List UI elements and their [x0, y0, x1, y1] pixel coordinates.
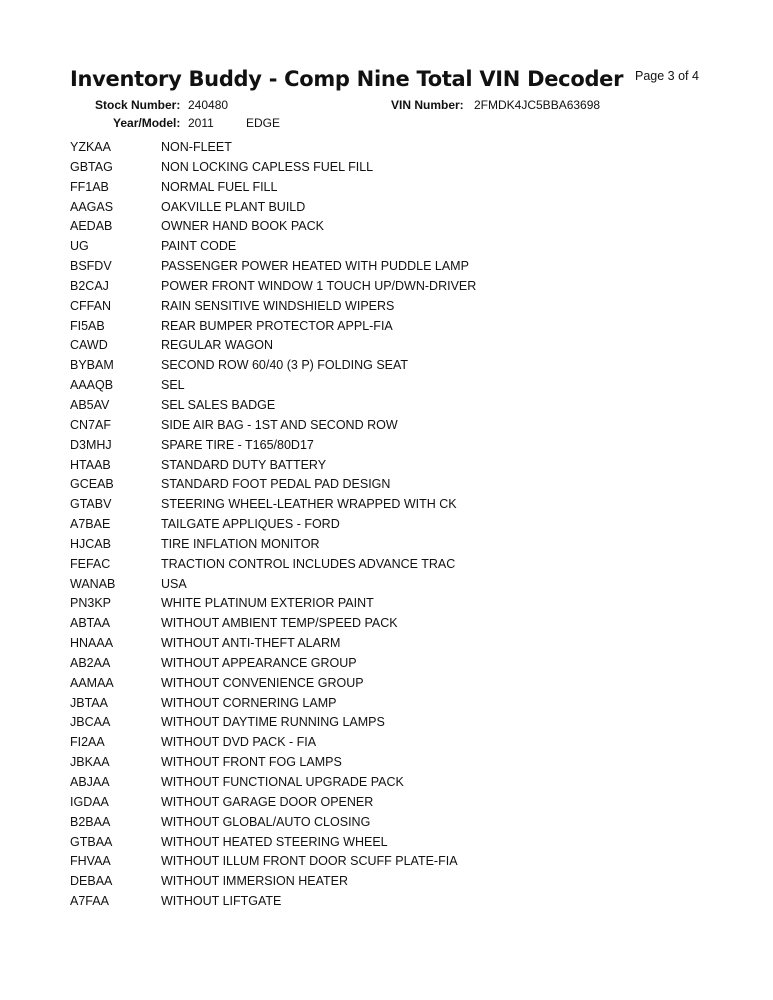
option-description: PASSENGER POWER HEATED WITH PUDDLE LAMP — [161, 259, 469, 274]
option-code: BYBAM — [70, 358, 114, 373]
option-row — [70, 713, 690, 733]
option-description: WITHOUT FRONT FOG LAMPS — [161, 755, 342, 770]
option-code: HJCAB — [70, 536, 111, 551]
option-description: TAILGATE APPLIQUES - FORD — [161, 517, 340, 532]
option-code: CFFAN — [70, 298, 111, 313]
option-description: WITHOUT DAYTIME RUNNING LAMPS — [161, 715, 385, 730]
option-code: ABJAA — [70, 775, 110, 789]
option-row — [70, 336, 690, 356]
option-code: FI2AA — [70, 735, 105, 750]
option-row — [70, 456, 690, 476]
option-description: WITHOUT HEATED STEERING WHEEL — [161, 834, 388, 849]
option-description: REAR BUMPER PROTECTOR APPL-FIA — [161, 318, 393, 333]
option-row — [70, 813, 690, 833]
option-row — [70, 475, 690, 495]
option-code: AAAQB — [70, 378, 114, 393]
option-row — [70, 852, 690, 872]
option-code: YZKAA — [70, 140, 111, 154]
option-code: FF1AB — [70, 179, 109, 194]
option-row — [70, 396, 690, 416]
option-row — [70, 257, 690, 277]
option-description: SECOND ROW 60/40 (3 P) FOLDING SEAT — [161, 358, 409, 373]
option-description: TRACTION CONTROL INCLUDES ADVANCE TRAC — [161, 556, 456, 571]
option-code: IGDAA — [70, 794, 109, 809]
option-description: WITHOUT AMBIENT TEMP/SPEED PACK — [161, 616, 398, 631]
option-description: WITHOUT CONVENIENCE GROUP — [161, 675, 364, 690]
option-code: GTBAA — [70, 834, 113, 849]
option-row — [70, 436, 690, 456]
option-code: GBTAG — [70, 159, 113, 174]
option-description: TIRE INFLATION MONITOR — [161, 536, 320, 551]
year-value: 2011 — [188, 116, 214, 130]
option-row — [70, 356, 690, 376]
option-row — [70, 555, 690, 575]
option-description: POWER FRONT WINDOW 1 TOUCH UP/DWN-DRIVER — [161, 278, 477, 293]
option-row — [70, 535, 690, 555]
option-row — [70, 237, 690, 257]
option-row — [70, 277, 690, 297]
option-description: WITHOUT LIFTGATE — [161, 894, 282, 909]
option-code: B2BAA — [70, 814, 111, 829]
option-code: DEBAA — [70, 874, 113, 889]
option-description: STEERING WHEEL-LEATHER WRAPPED WITH CK — [161, 497, 457, 512]
option-row — [70, 753, 690, 773]
option-description: NORMAL FUEL FILL — [161, 179, 278, 194]
option-code: PN3KP — [70, 596, 111, 611]
option-description: WITHOUT DVD PACK - FIA — [161, 735, 317, 750]
option-code: GCEAB — [70, 477, 114, 492]
option-code: AAGAS — [70, 199, 114, 214]
option-row — [70, 833, 690, 853]
option-description: USA — [161, 576, 187, 591]
option-row — [70, 138, 690, 158]
option-description: SPARE TIRE - T165/80D17 — [161, 437, 314, 452]
option-description: NON-FLEET — [161, 140, 232, 154]
option-description: NON LOCKING CAPLESS FUEL FILL — [161, 159, 374, 174]
option-code: JBCAA — [70, 715, 111, 730]
option-row — [70, 416, 690, 436]
option-description: RAIN SENSITIVE WINDSHIELD WIPERS — [161, 298, 395, 313]
year-model-label: Year/Model: — [113, 116, 181, 130]
vin-number-value: 2FMDK4JC5BBA63698 — [474, 98, 601, 112]
option-row — [70, 872, 690, 892]
option-description: SIDE AIR BAG - 1ST AND SECOND ROW — [161, 417, 398, 432]
stock-number-label: Stock Number: — [95, 98, 181, 112]
option-row — [70, 178, 690, 198]
option-row — [70, 158, 690, 178]
option-row — [70, 297, 690, 317]
option-row — [70, 892, 690, 912]
option-code: HTAAB — [70, 457, 111, 472]
option-description: STANDARD FOOT PEDAL PAD DESIGN — [161, 477, 391, 492]
option-row — [70, 198, 690, 218]
option-code: JBKAA — [70, 755, 110, 770]
option-row — [70, 733, 690, 753]
option-row — [70, 674, 690, 694]
vin-number-label: VIN Number: — [391, 98, 464, 112]
option-code: BSFDV — [70, 259, 112, 274]
option-code: AEDAB — [70, 219, 113, 234]
option-code: AB2AA — [70, 655, 111, 670]
option-row — [70, 376, 690, 396]
option-row — [70, 654, 690, 674]
option-code: WANAB — [70, 576, 116, 591]
option-code: D3MHJ — [70, 437, 112, 452]
option-row — [70, 515, 690, 535]
option-description: SEL SALES BADGE — [161, 397, 276, 412]
document-title: Inventory Buddy - Comp Nine Total VIN Decoder — [70, 67, 624, 91]
model-value: EDGE — [246, 116, 281, 130]
option-code: B2CAJ — [70, 278, 109, 293]
option-description: WITHOUT GLOBAL/AUTO CLOSING — [161, 814, 371, 829]
page-indicator: Page 3 of 4 — [635, 69, 699, 83]
option-code: CN7AF — [70, 417, 111, 432]
option-description: WITHOUT FUNCTIONAL UPGRADE PACK — [161, 775, 404, 789]
option-description: OAKVILLE PLANT BUILD — [161, 199, 306, 214]
option-description: WITHOUT GARAGE DOOR OPENER — [161, 794, 374, 809]
option-code: A7FAA — [70, 894, 109, 909]
option-description: PAINT CODE — [161, 239, 237, 254]
option-row — [70, 217, 690, 237]
option-description: STANDARD DUTY BATTERY — [161, 457, 327, 472]
option-description: SEL — [161, 378, 185, 393]
option-row — [70, 694, 690, 714]
option-code: A7BAE — [70, 517, 111, 532]
option-code: CAWD — [70, 338, 108, 353]
option-description: WITHOUT CORNERING LAMP — [161, 695, 337, 710]
option-description: WHITE PLATINUM EXTERIOR PAINT — [161, 596, 374, 611]
option-code: GTABV — [70, 497, 112, 512]
option-description: WITHOUT APPEARANCE GROUP — [161, 655, 357, 670]
option-code: FHVAA — [70, 854, 111, 869]
option-code-list — [70, 138, 690, 912]
option-row — [70, 317, 690, 337]
option-row — [70, 793, 690, 813]
option-description: WITHOUT ANTI-THEFT ALARM — [161, 636, 341, 651]
option-code: AAMAA — [70, 675, 114, 690]
option-row — [70, 773, 690, 793]
option-code: UG — [70, 239, 89, 254]
option-description: REGULAR WAGON — [161, 338, 274, 353]
option-description: WITHOUT ILLUM FRONT DOOR SCUFF PLATE-FIA — [161, 854, 458, 869]
option-description: WITHOUT IMMERSION HEATER — [161, 874, 349, 889]
option-code: JBTAA — [70, 695, 108, 710]
option-row — [70, 575, 690, 595]
option-row — [70, 594, 690, 614]
option-code: AB5AV — [70, 397, 110, 412]
option-code: FI5AB — [70, 318, 105, 333]
option-row — [70, 495, 690, 515]
stock-number-value: 240480 — [188, 98, 229, 112]
option-description: OWNER HAND BOOK PACK — [161, 219, 324, 234]
option-row — [70, 614, 690, 634]
option-code: ABTAA — [70, 616, 111, 631]
option-code: FEFAC — [70, 556, 111, 571]
option-code: HNAAA — [70, 636, 114, 651]
option-row — [70, 634, 690, 654]
